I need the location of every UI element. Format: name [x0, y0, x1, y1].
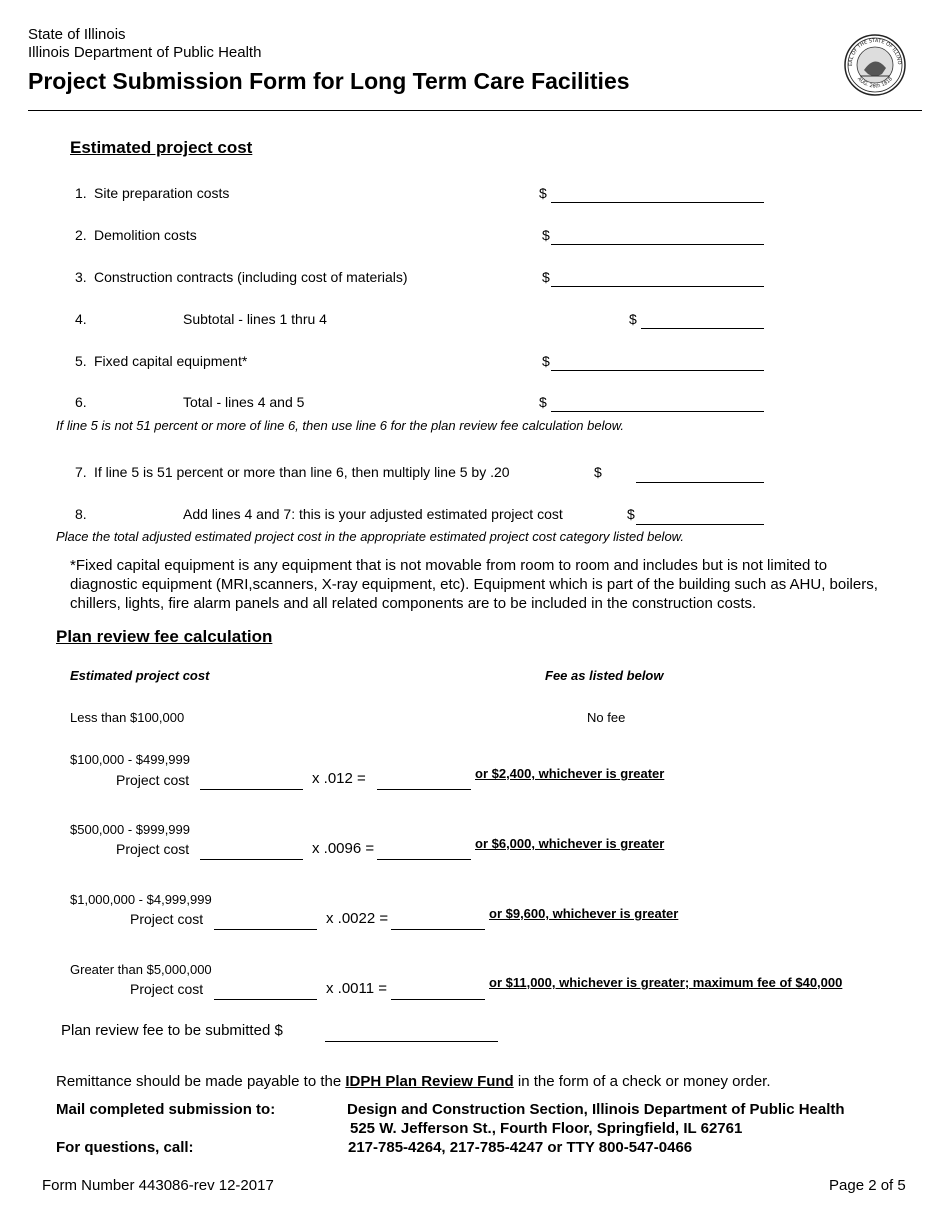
- project-cost-label-3: Project cost: [130, 911, 204, 927]
- line-8-dollar: $: [627, 506, 635, 522]
- line-8-note: Place the total adjusted estimated project cost in the appropriate estimated project cost category listed below.: [56, 529, 684, 544]
- plan-review-fee-input[interactable]: [325, 1023, 498, 1042]
- line-4-number: 4.: [75, 311, 87, 327]
- project-cost-input-1[interactable]: [200, 771, 303, 790]
- questions-label: For questions, call:: [56, 1139, 194, 1156]
- col-estimated-cost-header: Estimated project cost: [70, 668, 210, 683]
- range-under-100k: Less than $100,000: [70, 710, 185, 725]
- phone-numbers: 217-785-4264, 217-785-4247 or TTY 800-547-0466: [348, 1139, 693, 1156]
- project-cost-label-4: Project cost: [130, 981, 204, 997]
- line-5-number: 5.: [75, 353, 87, 369]
- project-cost-label-1: Project cost: [116, 772, 190, 788]
- footnote-line-1: *Fixed capital equipment is any equipment that is not movable from room to room and includes but is not limited to: [70, 557, 828, 574]
- remittance-text: [56, 1073, 771, 1090]
- range-100k-500k: $100,000 - $499,999: [70, 752, 190, 767]
- page-number: Page 2 of 5: [829, 1177, 906, 1194]
- seal-bottom-text: AUG. 26th 1818: [856, 76, 894, 90]
- col-fee-header: Fee as listed below: [545, 668, 664, 683]
- line-7-number: 7.: [75, 464, 87, 480]
- line-7-dollar: $: [594, 464, 602, 480]
- line-4-label: Subtotal - lines 1 thru 4: [183, 311, 327, 327]
- footnote-line-2: diagnostic equipment (MRI,scanners, X-ray equipment, etc). Equipment which is part of the building such as AHU, boilers,: [70, 576, 878, 593]
- plan-review-fee-label: Plan review fee to be submitted $: [61, 1022, 283, 1039]
- line-2-demolition-input[interactable]: [551, 226, 764, 245]
- line-5-dollar: $: [542, 353, 550, 369]
- multiplier-3: x .0022 =: [326, 910, 389, 927]
- line-4-subtotal-input[interactable]: [641, 310, 764, 329]
- no-fee-label: No fee: [587, 710, 626, 725]
- plan-review-fund: IDPH Plan Review Fund: [345, 1073, 514, 1090]
- range-1m-5m: $1,000,000 - $4,999,999: [70, 892, 212, 907]
- line-1-label: Site preparation costs: [94, 185, 230, 201]
- line-1-dollar: $: [539, 185, 547, 201]
- line-6-note: If line 5 is not 51 percent or more of line 6, then use line 6 for the plan review fee calculation below.: [56, 418, 625, 433]
- fee-result-input-2[interactable]: [377, 841, 471, 860]
- line-5-equipment-input[interactable]: [551, 352, 764, 371]
- line-2-label: Demolition costs: [94, 227, 197, 243]
- range-500k-1m: $500,000 - $999,999: [70, 822, 190, 837]
- line-1-site-preparation-input[interactable]: [551, 184, 764, 203]
- mail-label: Mail completed submission to:: [56, 1101, 276, 1118]
- remittance-before: Remittance should be made payable to the: [56, 1073, 346, 1090]
- line-1-number: 1.: [75, 185, 87, 201]
- minimum-fee-2: or $6,000, whichever is greater: [475, 836, 665, 851]
- multiplier-1: x .012 =: [312, 770, 366, 787]
- fee-result-input-1[interactable]: [377, 771, 471, 790]
- line-3-construction-input[interactable]: [551, 268, 764, 287]
- range-over-5m: Greater than $5,000,000: [70, 962, 212, 977]
- line-6-label: Total - lines 4 and 5: [183, 394, 305, 410]
- minimum-fee-4: or $11,000, whichever is greater; maximum fee of $40,000: [489, 975, 843, 990]
- line-2-dollar: $: [542, 227, 550, 243]
- line-3-dollar: $: [542, 269, 550, 285]
- minimum-fee-3: or $9,600, whichever is greater: [489, 906, 679, 921]
- line-3-number: 3.: [75, 269, 87, 285]
- line-6-number: 6.: [75, 394, 87, 410]
- line-7-multiplied-input[interactable]: [636, 464, 764, 483]
- line-7-label: If line 5 is 51 percent or more than line 6, then multiply line 5 by .20: [94, 464, 510, 480]
- form-number: Form Number 443086-rev 12-2017: [42, 1177, 274, 1194]
- fee-result-input-4[interactable]: [391, 981, 485, 1000]
- state-name: State of Illinois: [28, 26, 126, 43]
- page-title: Project Submission Form for Long Term Care Facilities: [28, 68, 630, 94]
- line-3-label: Construction contracts (including cost of materials): [94, 269, 408, 285]
- header-divider: [28, 110, 922, 111]
- line-6-dollar: $: [539, 394, 547, 410]
- line-2-number: 2.: [75, 227, 87, 243]
- line-4-dollar: $: [629, 311, 637, 327]
- line-6-total-input[interactable]: [551, 393, 764, 412]
- fee-calc-heading: Plan review fee calculation: [56, 627, 273, 646]
- line-5-label: Fixed capital equipment*: [94, 353, 248, 369]
- estimated-cost-heading: Estimated project cost: [70, 138, 253, 157]
- line-8-number: 8.: [75, 506, 87, 522]
- project-cost-input-3[interactable]: [214, 911, 317, 930]
- seal-top-text: EAL OF THE STATE OF ILLINO: [847, 37, 903, 67]
- multiplier-2: x .0096 =: [312, 840, 375, 857]
- state-seal-icon: [842, 34, 908, 96]
- project-cost-input-4[interactable]: [214, 981, 317, 1000]
- fee-result-input-3[interactable]: [391, 911, 485, 930]
- department-name: Illinois Department of Public Health: [28, 44, 262, 61]
- minimum-fee-1: or $2,400, whichever is greater: [475, 766, 665, 781]
- mail-address-line-2: 525 W. Jefferson St., Fourth Floor, Springfield, IL 62761: [350, 1120, 743, 1137]
- project-cost-label-2: Project cost: [116, 841, 190, 857]
- mail-address-line-1: Design and Construction Section, Illinois Department of Public Health: [347, 1101, 845, 1118]
- multiplier-4: x .0011 =: [326, 980, 388, 997]
- remittance-after: in the form of a check or money order.: [513, 1073, 771, 1090]
- line-8-label: Add lines 4 and 7: this is your adjusted estimated project cost: [183, 506, 563, 522]
- footnote-line-3: chillers, lights, fire alarm panels and all related components are to be included in the construction costs.: [70, 595, 757, 612]
- project-cost-input-2[interactable]: [200, 841, 303, 860]
- line-8-adjusted-cost-input[interactable]: [636, 506, 764, 525]
